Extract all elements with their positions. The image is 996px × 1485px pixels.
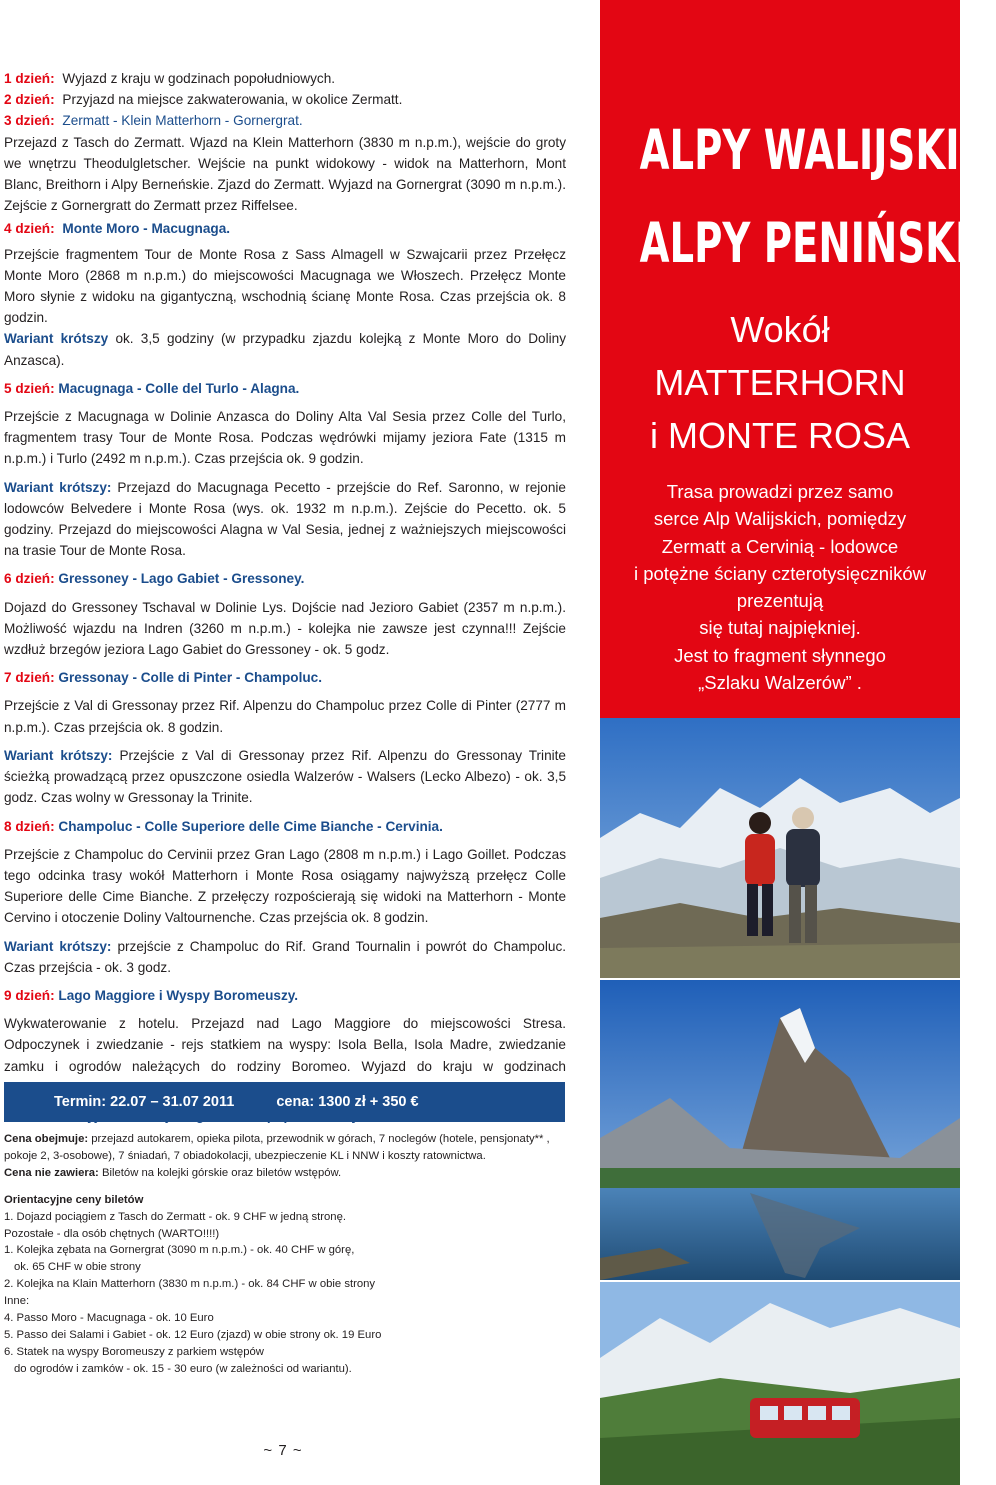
subtitle-matterhorn: MATTERHORN [654,362,906,403]
day-1-title: Wyjazd z kraju w godzinach popołudniowych. [62,71,336,86]
day-1: 1 dzień: Wyjazd z kraju w godzinach popołudniowych. [4,71,336,86]
day-8-text: Przejście z Champoluc do Cervinii przez Gran Lago (2808 m n.p.m.) i Lago Goillet. Podczas tego odcinka trasy wokół Matterhorn i Monte Rosa osiągamy najwyższą przełęcz Colle Superiore delle Cime Bianche. Z przełęczy rozpościerają się widoki na Matterhorn - Monte Cervino i otoczenie Doliny Valtournenche. Czas przejścia ok. 8 godzin. [4,846,566,926]
sidebar-panel [600,0,996,718]
termin-price: cena: 1300 zł + 350 € [276,1094,419,1110]
photo-matterhorn [600,980,960,1280]
subtitle-wokol: Wokół [730,309,830,350]
itinerary [4,68,566,1133]
day-5-heading: 5 dzień: Macugnaga - Colle del Turlo - Alagna. [4,380,300,396]
photo-train [600,1282,960,1485]
day-3-text: Przejazd z Tasch do Zermatt. Wjazd na Klein Matterhorn (3830 m n.p.m.), wejście do groty we wnętrzu Theodulgletscher. Wejście na punkt widokowy - widok na Matterhorn, Mont Blanc, Breithorn i Alpy Berneńskie. Zjazd do Zermatt. Wyjazd na Gornergrat (3090 m n.p.m.). Zejście z Gornergratt do Zermatt przez Riffelsee. [4,134,566,214]
termin-bar [4,1082,565,1122]
day-3-heading: 3 dzień: Zermatt - Klein Matterhorn - Gornergrat. [4,113,303,129]
photo-hikers [600,718,960,978]
title-walijskie: ALPY WALIJSKIE [639,118,986,182]
day-4-text: Przejście fragmentem Tour de Monte Rosa z Sass Almagell w Szwajcarii przez Przełęcz Monte Moro (2868 m n.p.m.) do miejscowości Macugnaga we Włoszech. Przełęcz Monte Moro słynie z widoku na gigantyczną, wschodnią ścianę Monte Rosa. Czas przejścia ok. 8 godzin. [4,246,566,326]
day-9-heading: 9 dzień: Lago Maggiore i Wyspy Boromeuszy. [4,987,299,1003]
ticket-prices: Orientacyjne ceny biletów 1. Dojazd pociągiem z Tasch do Zermatt - ok. 9 CHF w jedną stronę. Pozostałe - dla osób chętnych (WARTO!!!!) 1. Kolejka zębata na Gornergrat (3090 m n.p.m.) - ok. 40 CHF w górę, ok. 65 CHF w obie strony 2. Kolejka na Klain Matterhorn (3830 m n.p.m.) - ok. 84 CHF w obie strony Inne: 4. Passo Moro - Macugnaga - ok. 10 Euro 5. Passo dei Salami i Gabiet - ok. 12 Euro (zjazd) w obie strony ok. 19 Euro 6. Statek na wyspy Boromeuszy z parkiem wstępów do ogrodów i zamków - ok. 15 - 30 euro (w zależności od wariantu). [4,1193,382,1375]
sidebar-description: Trasa prowadzi przez samo serce Alp Walijskich, pomiędzy Zermatt a Cervinią - lodowce i potężne ściany czterotysięczników prezentują się tutaj najpiękniej. Jest to fragment słynnego „Szlaku Walzerów” . [633,481,927,694]
day-2-title: Przyjazd na miejsce zakwaterowania, w okolice Zermatt. [62,92,403,108]
day-7-heading: 7 dzień: Gressonay - Colle di Pinter - Champoluc. [4,670,323,686]
title-peninskie: ALPY PENIŃSKIE [639,211,996,275]
termin-dates: Termin: 22.07 – 31.07 2011 [54,1094,235,1110]
subtitle-monte-rosa: i MONTE ROSA [649,415,910,456]
page-number: ~ 7 ~ [263,1442,303,1459]
day-6-heading: 6 dzień: Gressoney - Lago Gabiet - Gressoney. [4,571,305,587]
day-2: 2 dzień: Przyjazd na miejsce zakwaterowania, w okolice Zermatt. [4,92,403,108]
day-6-text: Dojazd do Gressoney Tschaval w Dolinie Lys. Dojście nad Jezioro Gabiet (2357 m n.p.m.). Możliwość wjazdu na Indren (3260 m n.p.m.) - kolejka nie zawsze jest czynna!!! Zejście wzdłuż brzegów jeziora Lago Gabiet do Gressoney - ok. 5 godz. [4,599,566,658]
price-info [4,1131,566,1378]
day-5-text: Przejście z Macugnaga w Dolinie Anzasca do Doliny Alta Val Sesia przez Colle del Turlo, fragmentem trasy Tour de Monte Rosa. Podczas wędrówki mijamy jeziora Fate (1315 m n.p.m.) i Turlo (2492 m n.p.m.). Czas przejścia ok. 9 godzin. [4,409,566,467]
day-7-text: Przejście z Val di Gressonay przez Rif. Alpenzu do Champoluc przez Colle di Pinter (2777 m n.p.m.). Czas przejścia ok. 8 godzin. [4,698,566,735]
cog-train [750,1398,860,1438]
day-7-variant: Wariant krótszy: Przejście z Val di Gressonay przez Rif. Alpenzu do Gressonay Trinite ścieżką prowadzącą przez opuszczone osiedla Walzerów - Walsers (Lecko Albezo) - ok. 3,5 godz. Czas wolny w Gressonay la Trinite. [4,747,566,806]
day-8-heading: 8 dzień: Champoluc - Colle Superiore delle Cime Bianche - Cervinia. [4,818,443,834]
day-4-heading: 4 dzień: Monte Moro - Macugnaga. [4,221,231,237]
price-includes: Cena obejmuje: przejazd autokarem, opieka pilota, przewodnik w górach, 7 noclegów (hotele, pensjonaty** , pokoje 2, 3-osobowe), 7 śniadań, 7 obiadokolacji, ubezpieczenie KL i NNW i koszty ratownictwa. Cena nie zawiera: Biletów na kolejki górskie oraz biletów wstępów. [4,1133,550,1179]
day-8-variant: Wariant krótszy: przejście z Champoluc do Rif. Grand Tournalin i powrót do Champoluc. Czas przejścia - ok. 3 godz. [4,938,567,975]
photo-collage [600,718,960,1485]
day-9-text: Wykwaterowanie z hotelu. Przejazd nad Lago Maggiore do miejscowości Stresa. Odpoczynek i zwiedzanie - rejs statkiem na wyspy: Isola Bella, Isola Madre, zwiedzanie zamku i ogrodów należących do rodziny Boromeo. Wyjazd do kraju w godzinach [4,1016,566,1074]
day-5-variant: Wariant krótszy: Przejazd do Macugnaga Pecetto - przejście do Ref. Saronno, w rejonie lodowców Belvedere i Monte Rosa (wys. ok. 1932 m n.p.m.). Zejście do Pecetto. ok. 5 godziny. Przejazd do miejscowości Alagna w Val Sesia, jednej z ważniejszych miejscowości na trasie Tour de Monte Rosa. [4,479,566,559]
day-4-variant: Wariant krótszy ok. 3,5 godziny (w przypadku zjazdu kolejką z Monte Moro do Doliny Anzasca). [4,331,567,368]
